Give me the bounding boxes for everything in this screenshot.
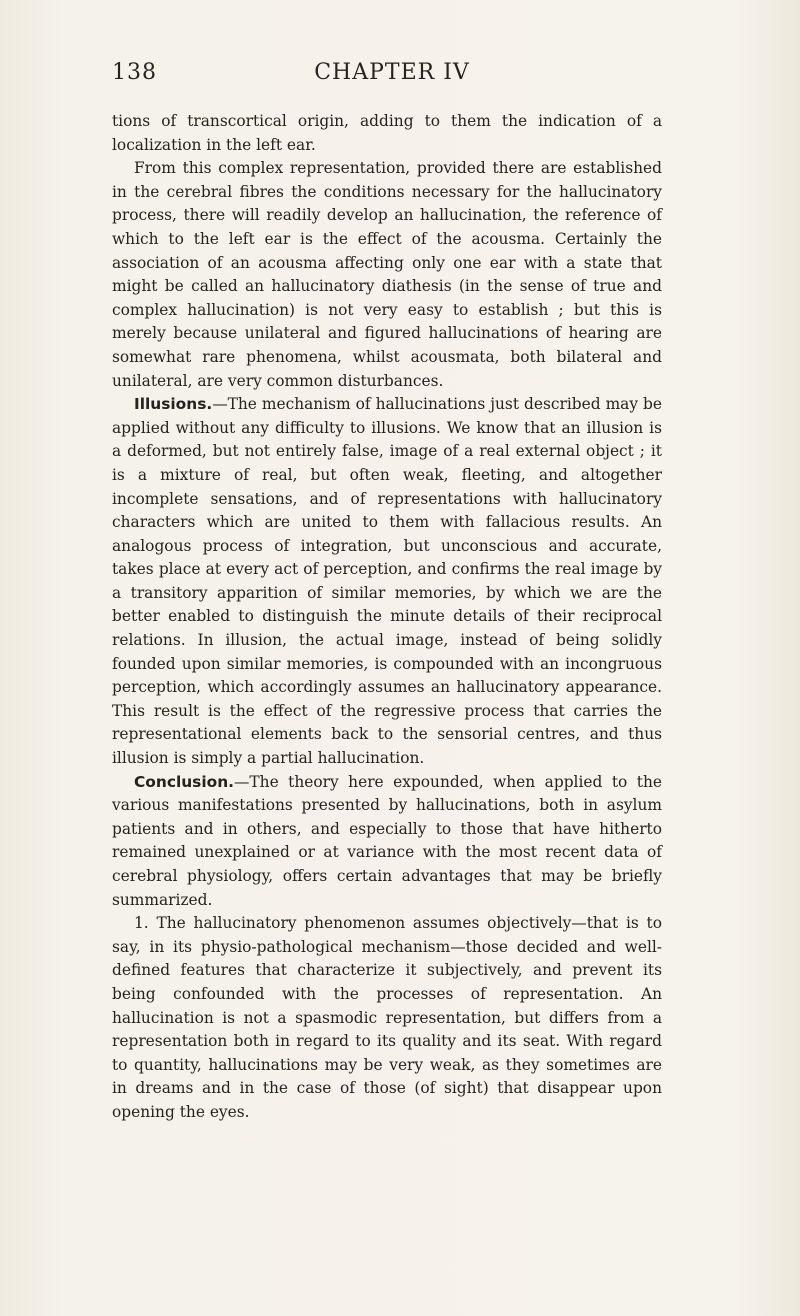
paragraph-text: From this complex representation, provided there are established in the cerebral fibres the conditions necessary for the hallucinatory process, there will readily develop an hallucination, the reference of which to the left ear is the effect of the acousma. Certainly the association of an acousma affecting only one ear with a state that might be called an hallucinatory diathesis (in the sense of true and complex hallucination) is not very easy to establish ; but this is merely because unilateral and figured hallucinations of hearing are somewhat rare phenomena, whilst acousmata, both bilateral and unilateral, are very common disturbances. (112, 159, 662, 390)
paragraph-text: tions of transcortical origin, adding to them the indication of a localization in the left ear. (112, 112, 662, 154)
body-text (112, 110, 662, 1125)
section-heading-conclusion: Conclusion. (134, 772, 234, 791)
paragraph-text: 1. The hallucinatory phenomenon assumes objectively—that is to say, in its physio-pathological mechanism—those decided and well-defined features that characterize it subjectively, and prevent its being confounded with the processes of representation. An hallucination is not a spasmodic representation, but differs from a representation both in regard to its quality and its seat. With regard to quantity, hallucinations may be very weak, as they sometimes are in dreams and in the case of those (of sight) that disappear upon opening the eyes. (112, 914, 662, 1121)
page-header (112, 60, 672, 92)
section-heading-illusions: Illusions. (134, 395, 213, 414)
paragraph (112, 912, 662, 1124)
paragraph (112, 771, 662, 913)
paragraph (112, 157, 662, 393)
paragraph (112, 393, 662, 771)
paragraph-text: —The mechanism of hallucinations just described may be applied without any difficulty to illusions. We know that an illusion is a deformed, but not entirely false, image of a real external object ; it is a mixture of real, but often weak, fleeting, and altogether incomplete sensations, and of representations with hallucinatory characters which are united to them with fallacious results. An analogous process of integration, but unconscious and accurate, takes place at every act of perception, and confirms the real image by a transitory apparition of similar memories, by which we are the better enabled to distinguish the minute details of their reciprocal relations. In illusion, the actual image, instead of being solidly founded upon similar memories, is compounded with an incongruous perception, which accordingly assumes an hallucinatory appearance. This result is the effect of the regressive process that carries the representational elements back to the sensorial centres, and thus illusion is simply a partial hallucination. (112, 395, 662, 768)
paragraph-text: —The theory here expounded, when applied to the various manifestations presented by hallucinations, both in asylum patients and in others, and especially to those that have hitherto remained unexplained or at variance with the most recent data of cerebral physiology, offers certain advantages that may be briefly summarized. (112, 772, 662, 909)
page-number: 138 (112, 60, 157, 85)
chapter-title: CHAPTER IV (314, 60, 470, 85)
paragraph (112, 110, 662, 157)
